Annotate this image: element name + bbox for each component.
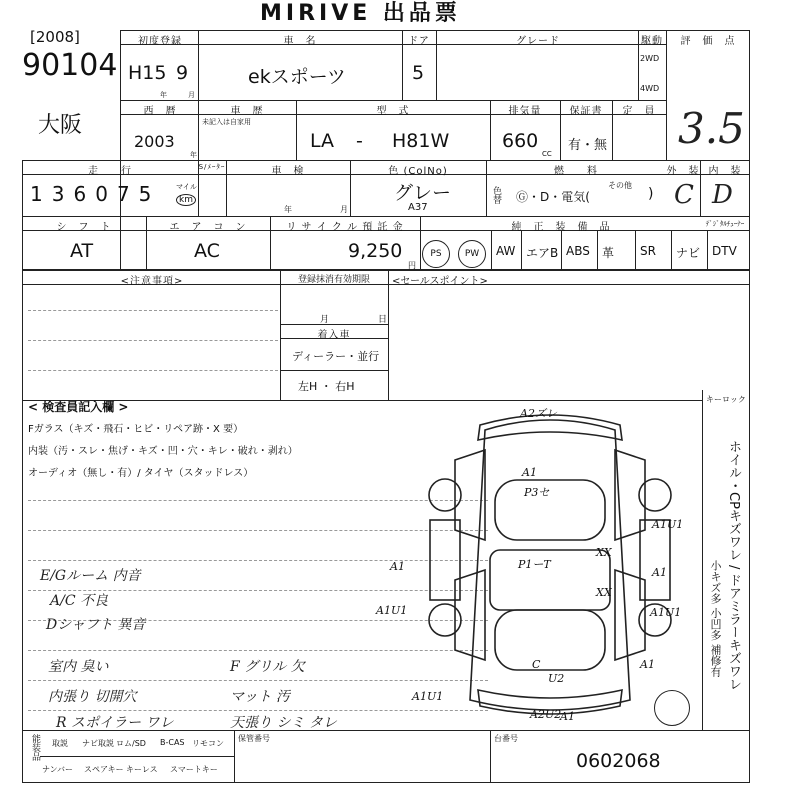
equipment-item-ナビ: ナビ (676, 246, 701, 260)
col-divider (198, 100, 199, 160)
history-sub: 未記入は自家用 (202, 118, 251, 126)
inspector-line-3: オーディオ（無し・有）/ タイヤ（スタッドレス） (28, 468, 254, 479)
footer-item: ロム/SD (116, 739, 146, 748)
mileage-digit: 1 (30, 182, 52, 206)
damage-mark: A1U1 (652, 518, 684, 531)
fuel-label: 燃 料 (554, 166, 598, 177)
equipment-item-aw: AW (496, 244, 516, 258)
interior-label: 内 装 (708, 166, 742, 177)
row-divider (22, 730, 750, 731)
exterior-grade: C (674, 180, 694, 210)
handwritten-note: Dシャフト 異音 (46, 617, 146, 633)
row-divider (40, 756, 234, 757)
miles-label: マイル (176, 183, 197, 191)
warranty-value: 有・無 (568, 138, 608, 153)
western-label: 西 暦 (143, 106, 177, 117)
sheet-title: MIRIVE 出品票 (260, 1, 461, 26)
drive-label: 駆動 (641, 36, 663, 47)
footer-item: ナンバー (42, 765, 74, 774)
reg-year-unit: 年 (160, 91, 167, 99)
col-divider (226, 160, 227, 216)
footer-item: キーレス (126, 765, 158, 774)
damage-mark: A2ズレ (520, 407, 557, 420)
handwritten-note: 天張り シミ タレ (230, 715, 337, 731)
equipment-item-エアb: エアB (526, 246, 559, 260)
fuel-close: ) (648, 186, 654, 202)
handwritten-note: 内張り 切開穴 (48, 689, 137, 705)
sales-point-label: <セールスポイント> (392, 276, 488, 287)
door-label: ドア (408, 36, 430, 47)
equipment-item-sr: SR (640, 244, 656, 258)
inspect-year: 年 (284, 205, 292, 214)
region-label: 大阪 (38, 113, 83, 138)
inspector-label: < 検査員記入欄 > (28, 400, 129, 414)
equipment-footer-label: 能装品 (30, 734, 40, 761)
slot-label: 台番号 (494, 734, 518, 743)
inspector-line-1: Fガラス（キズ・飛石・ヒビ・リペア跡・X 要） (28, 424, 244, 435)
color-label: 色 (ColNo) (388, 166, 448, 177)
row-divider (280, 338, 388, 339)
col-divider (234, 730, 235, 783)
car-name-value: ekスポーツ (248, 66, 346, 88)
equipment-item-pw: PW (458, 240, 486, 268)
reg-era: H15 (128, 62, 167, 84)
col-divider (561, 230, 562, 270)
displacement-value: 660 (502, 130, 539, 152)
col-divider (486, 160, 487, 216)
key-lock-label: キーロック (706, 395, 746, 404)
row-divider (280, 324, 388, 325)
damage-mark: A1U1 (650, 606, 682, 619)
row-divider (22, 216, 750, 217)
col-divider (612, 100, 613, 160)
handwritten-note: 室内 臭い (48, 659, 109, 675)
mileage-digit: 7 (116, 182, 139, 206)
col-divider (420, 216, 421, 270)
handwritten-note: R スポイラー ワレ (56, 715, 174, 731)
footer-item: 取説 (52, 739, 68, 748)
notes-line (28, 370, 278, 371)
recycle-label: リ サ イ ク ル 預 託 金 (286, 222, 404, 233)
capacity-label: 定 員 (622, 106, 656, 117)
mileage-digit: 0 (95, 182, 117, 206)
model-code: H81W (392, 130, 450, 152)
equipment-item-ps: PS (422, 240, 450, 268)
right-vertical-note-2: 小キズ多 小凹多 補修有 (709, 560, 722, 677)
reg-month: 9 (176, 62, 189, 84)
notes-line (28, 340, 278, 341)
equipment-item-abs: ABS (566, 244, 590, 258)
damage-mark: A1U1 (412, 690, 444, 703)
col-divider (388, 270, 389, 400)
displacement-label: 排気量 (508, 106, 542, 117)
mileage-digit: 6 (73, 182, 96, 206)
damage-mark: A1 (522, 466, 537, 479)
color-change-label: 色替 (491, 186, 501, 204)
right-vertical-note: ホイル・CPキズワレ / ドアミラーキズワレ (726, 440, 741, 691)
shift-value: AT (70, 240, 94, 262)
cc-unit: CC (542, 150, 552, 158)
damage-mark: A2U2 (530, 708, 562, 721)
shift-label: シ フ ト (56, 222, 112, 233)
damage-mark: P3セ (524, 486, 550, 499)
history-label: 車 歴 (230, 106, 264, 117)
drive-2wd: 2WD (640, 54, 660, 63)
year-badge: [2008] (30, 28, 80, 46)
col-divider (490, 730, 491, 783)
yen-unit: 円 (408, 261, 416, 270)
col-divider (198, 30, 199, 100)
model-dash: - (356, 130, 363, 152)
mileage-digits (30, 182, 160, 206)
color-no: A37 (408, 202, 428, 213)
row-divider (120, 100, 666, 101)
damage-mark: A1 (390, 560, 405, 573)
damage-mark: XX (596, 546, 612, 559)
recycle-value: 9,250 (348, 240, 403, 262)
fuel-other: その他 (608, 181, 632, 190)
car-name-label: 車 名 (283, 36, 317, 47)
expiry-month: 月 (320, 315, 330, 325)
western-year-unit: 年 (190, 151, 197, 159)
col-divider (700, 160, 701, 216)
col-divider (491, 230, 492, 270)
warranty-label: 保証書 (569, 106, 603, 117)
exterior-label: 外 装 (666, 166, 700, 177)
mileage-digit: 5 (138, 182, 161, 206)
equipment-item-革: 革 (602, 246, 615, 260)
col-divider (702, 390, 703, 730)
notes-line (28, 310, 278, 311)
model-label: 型 式 (376, 106, 410, 117)
western-year: 2003 (134, 132, 175, 151)
handwritten-note: マット 汚 (230, 689, 290, 705)
col-divider (521, 230, 522, 270)
lot-number: 90104 (22, 48, 118, 83)
arrival-dealer: ディーラー・並行 (292, 350, 380, 363)
footer-item: B-CAS (160, 738, 185, 747)
handwritten-note: A/C 不良 (50, 593, 108, 609)
col-divider (490, 100, 491, 160)
mileage-label: 走 行 (88, 166, 132, 177)
eval-score: 3.5 (678, 104, 745, 153)
equipment-item-dtv: DTV (712, 244, 737, 258)
col-divider (671, 230, 672, 270)
drive-4wd: 4WD (640, 84, 660, 93)
fuel-value: Ⓖ・D・電気( (516, 190, 590, 204)
col-divider (280, 270, 281, 400)
col-divider (707, 230, 708, 270)
damage-mark: C (532, 658, 541, 671)
footer-item: ナビ取説 (82, 739, 114, 748)
notes-label: <注意事項> (120, 276, 184, 287)
col-divider (270, 216, 271, 270)
col-divider (350, 160, 351, 216)
mileage-digit: 3 (51, 182, 74, 206)
damage-mark: A1 (652, 566, 667, 579)
reg-expiry-label: 登録抹消有効期限 (297, 275, 370, 285)
arrival-lr: 左H ・ 右H (298, 380, 355, 393)
damage-mark: A1U1 (376, 604, 408, 617)
first-reg-label: 初度登録 (138, 36, 182, 47)
storage-number: 0602068 (576, 750, 661, 772)
row-divider (280, 370, 388, 371)
footer-item: スマートキー (170, 765, 218, 774)
inspection-label: 車 検 (271, 166, 305, 177)
col-divider (560, 100, 561, 160)
footer-item: スペアキー (84, 765, 124, 774)
storage-label: 保管番号 (238, 734, 270, 743)
reg-month-unit: 月 (188, 91, 195, 99)
handwritten-note: F グリル 欠 (230, 659, 305, 675)
col-divider (146, 216, 147, 270)
damage-mark: P1ーT (518, 558, 551, 571)
model-prefix: LA (310, 130, 335, 152)
door-value: 5 (412, 62, 425, 84)
col-divider (666, 30, 667, 160)
footer-item: リモコン (192, 739, 224, 748)
interior-grade: D (712, 180, 733, 210)
damage-mark: A1 (560, 710, 575, 723)
equipment-label: 純 正 装 備 品 (511, 222, 611, 233)
s-meter-label: S/ﾒｰﾀｰ (198, 163, 226, 171)
col-divider (296, 100, 297, 160)
handwritten-note: E/Gルーム 内音 (40, 568, 141, 584)
damage-mark: A1 (640, 658, 655, 671)
damage-mark: U2 (548, 672, 565, 685)
color-value: グレー (394, 182, 452, 204)
circle-mark (654, 690, 690, 726)
grade-label: グレード (516, 36, 560, 47)
arrival-label: 着入車 (317, 330, 351, 341)
aircon-value: AC (194, 240, 220, 262)
aircon-label: エ ア コ ン (169, 222, 247, 233)
eval-label: 評 価 点 (680, 36, 736, 47)
damage-mark: XX (596, 586, 612, 599)
km-label: km (176, 194, 196, 206)
inspect-month: 月 (340, 205, 348, 214)
inspector-line-2: 内装（汚・スレ・焦げ・キズ・凹・穴・キレ・破れ・剥れ） (28, 446, 298, 457)
expiry-day: 日 (378, 315, 388, 325)
col-divider (597, 230, 598, 270)
col-divider (436, 30, 437, 100)
tuner-label: ﾃﾞｼﾞﾀﾙﾁｭｰﾅｰ (705, 220, 745, 228)
col-divider (635, 230, 636, 270)
